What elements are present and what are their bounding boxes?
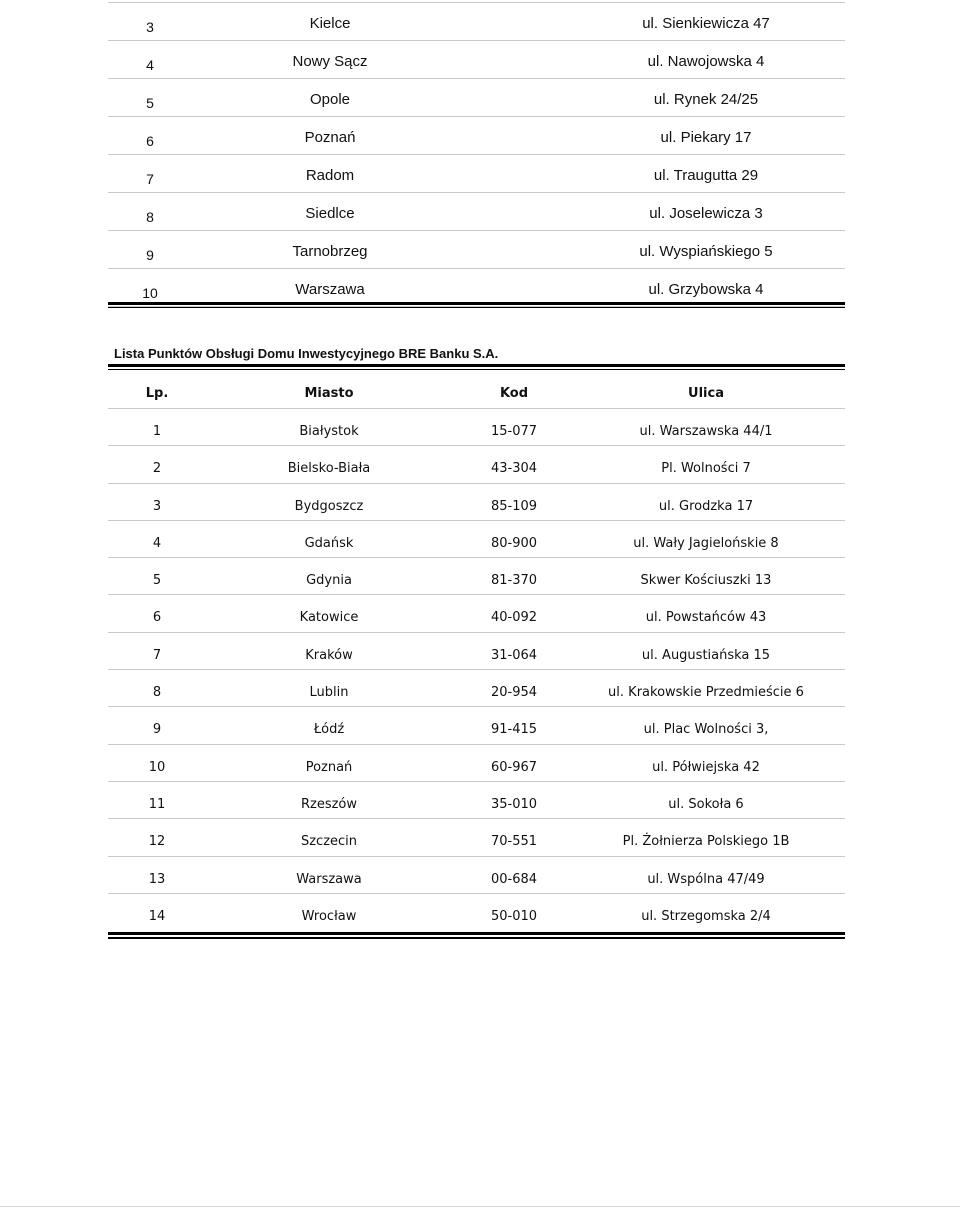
street-cell: ul. Grzybowska 4 bbox=[648, 281, 764, 298]
postal-code-cell: 85-109 bbox=[490, 498, 538, 514]
table-row bbox=[108, 484, 845, 521]
table-row bbox=[108, 558, 845, 595]
street-cell: ul. Traugutta 29 bbox=[653, 167, 759, 184]
table-row bbox=[108, 670, 845, 707]
table-row bbox=[108, 409, 845, 446]
city-cell: Lublin bbox=[309, 685, 349, 701]
city-cell: Bydgoszcz bbox=[294, 498, 364, 514]
row-number: 3 bbox=[146, 19, 154, 35]
street-cell: ul. Nawojowska 4 bbox=[647, 53, 765, 70]
row-number: 12 bbox=[148, 834, 166, 850]
city-cell: Gdynia bbox=[306, 573, 352, 589]
row-number: 10 bbox=[148, 759, 166, 775]
city-cell: Wrocław bbox=[301, 908, 357, 924]
street-cell: ul. Joselewicza 3 bbox=[649, 205, 763, 222]
street-cell: ul. Krakowskie Przedmieście 6 bbox=[608, 685, 804, 701]
table-row bbox=[108, 193, 845, 231]
row-number: 14 bbox=[148, 908, 166, 924]
table-row bbox=[108, 2, 845, 41]
row-number: 8 bbox=[152, 685, 162, 701]
row-number: 6 bbox=[146, 133, 154, 149]
city-cell: Warszawa bbox=[295, 281, 365, 298]
street-cell: ul. Sienkiewicza 47 bbox=[642, 15, 770, 32]
branches-table-continued bbox=[108, 2, 845, 307]
row-number: 8 bbox=[146, 209, 154, 225]
street-cell: ul. Wspólna 47/49 bbox=[647, 871, 765, 887]
postal-code-cell: 60-967 bbox=[490, 759, 538, 775]
row-number: 5 bbox=[152, 573, 162, 589]
header-lp: Lp. bbox=[145, 386, 169, 401]
table-row bbox=[108, 446, 845, 483]
postal-code-cell: 70-551 bbox=[490, 834, 538, 850]
table-row bbox=[108, 79, 845, 117]
table-bottom-rule bbox=[108, 932, 845, 939]
city-cell: Opole bbox=[309, 91, 351, 108]
city-cell: Nowy Sącz bbox=[292, 53, 368, 70]
header-code: Kod bbox=[499, 386, 529, 401]
street-cell: Skwer Kościuszki 13 bbox=[640, 573, 772, 589]
postal-code-cell: 80-900 bbox=[490, 535, 538, 551]
row-number: 13 bbox=[148, 871, 166, 887]
city-cell: Warszawa bbox=[296, 871, 362, 887]
header-street: Ulica bbox=[688, 386, 724, 401]
table-row bbox=[108, 633, 845, 670]
city-cell: Gdańsk bbox=[304, 535, 354, 551]
postal-code-cell: 20-954 bbox=[490, 685, 538, 701]
city-cell: Kielce bbox=[309, 15, 351, 32]
postal-code-cell: 43-304 bbox=[490, 461, 538, 477]
postal-code-cell: 00-684 bbox=[490, 871, 538, 887]
table-row bbox=[108, 782, 845, 819]
postal-code-cell: 81-370 bbox=[490, 573, 538, 589]
row-number: 4 bbox=[146, 57, 154, 73]
postal-code-cell: 91-415 bbox=[490, 722, 538, 738]
row-number: 2 bbox=[152, 461, 162, 477]
street-cell: ul. Grodzka 17 bbox=[658, 498, 754, 514]
street-cell: ul. Powstańców 43 bbox=[645, 610, 767, 626]
postal-code-cell: 50-010 bbox=[490, 908, 538, 924]
service-points-table bbox=[108, 371, 845, 930]
table-row bbox=[108, 155, 845, 193]
street-cell: ul. Sokoła 6 bbox=[668, 796, 744, 812]
postal-code-cell: 40-092 bbox=[490, 610, 538, 626]
row-number: 11 bbox=[148, 796, 166, 812]
city-cell: Rzeszów bbox=[300, 796, 358, 812]
table-row bbox=[108, 857, 845, 894]
table-row bbox=[108, 707, 845, 744]
row-number: 4 bbox=[152, 535, 162, 551]
postal-code-cell: 35-010 bbox=[490, 796, 538, 812]
street-cell: Pl. Wolności 7 bbox=[661, 461, 751, 477]
city-cell: Poznań bbox=[304, 129, 356, 146]
table-header-row bbox=[108, 371, 845, 409]
city-cell: Tarnobrzeg bbox=[292, 243, 368, 260]
street-cell: ul. Piekary 17 bbox=[660, 129, 752, 146]
city-cell: Siedlce bbox=[305, 205, 355, 222]
row-number: 1 bbox=[152, 424, 162, 439]
row-number: 10 bbox=[142, 285, 158, 301]
table-row bbox=[108, 117, 845, 155]
city-cell: Białystok bbox=[299, 424, 359, 439]
row-number: 9 bbox=[152, 722, 162, 738]
table-row bbox=[108, 819, 845, 856]
section-title: Lista Punktów Obsługi Domu Inwestycyjnego BRE Banku S.A. bbox=[114, 346, 499, 361]
city-cell: Łódź bbox=[313, 722, 345, 738]
city-cell: Poznań bbox=[305, 759, 353, 775]
table-row bbox=[108, 745, 845, 782]
table-row bbox=[108, 41, 845, 79]
table-bottom-rule bbox=[108, 302, 845, 308]
city-cell: Radom bbox=[305, 167, 355, 184]
header-city: Miasto bbox=[304, 386, 354, 401]
row-number: 6 bbox=[152, 610, 162, 626]
row-number: 5 bbox=[146, 95, 154, 111]
table-row bbox=[108, 894, 845, 930]
row-number: 7 bbox=[146, 171, 154, 187]
street-cell: ul. Wyspiańskiego 5 bbox=[639, 243, 773, 260]
postal-code-cell: 15-077 bbox=[490, 424, 538, 439]
page-footer-rule bbox=[0, 1206, 960, 1207]
table-top-rule bbox=[108, 364, 845, 370]
street-cell: ul. Wały Jagielońskie 8 bbox=[633, 535, 779, 551]
table-row bbox=[108, 521, 845, 558]
street-cell: Pl. Żołnierza Polskiego 1B bbox=[622, 834, 790, 850]
row-number: 9 bbox=[146, 247, 154, 263]
street-cell: ul. Warszawska 44/1 bbox=[639, 424, 773, 439]
row-number: 7 bbox=[152, 647, 162, 663]
street-cell: ul. Plac Wolności 3, bbox=[643, 722, 769, 738]
street-cell: ul. Rynek 24/25 bbox=[653, 91, 759, 108]
street-cell: ul. Półwiejska 42 bbox=[652, 759, 760, 775]
postal-code-cell: 31-064 bbox=[490, 647, 538, 663]
table-row bbox=[108, 595, 845, 632]
city-cell: Katowice bbox=[299, 610, 359, 626]
street-cell: ul. Strzegomska 2/4 bbox=[641, 908, 771, 924]
city-cell: Bielsko-Biała bbox=[287, 461, 371, 477]
street-cell: ul. Augustiańska 15 bbox=[641, 647, 771, 663]
table-row bbox=[108, 231, 845, 269]
city-cell: Kraków bbox=[305, 647, 353, 663]
city-cell: Szczecin bbox=[300, 834, 358, 850]
row-number: 3 bbox=[152, 498, 162, 514]
